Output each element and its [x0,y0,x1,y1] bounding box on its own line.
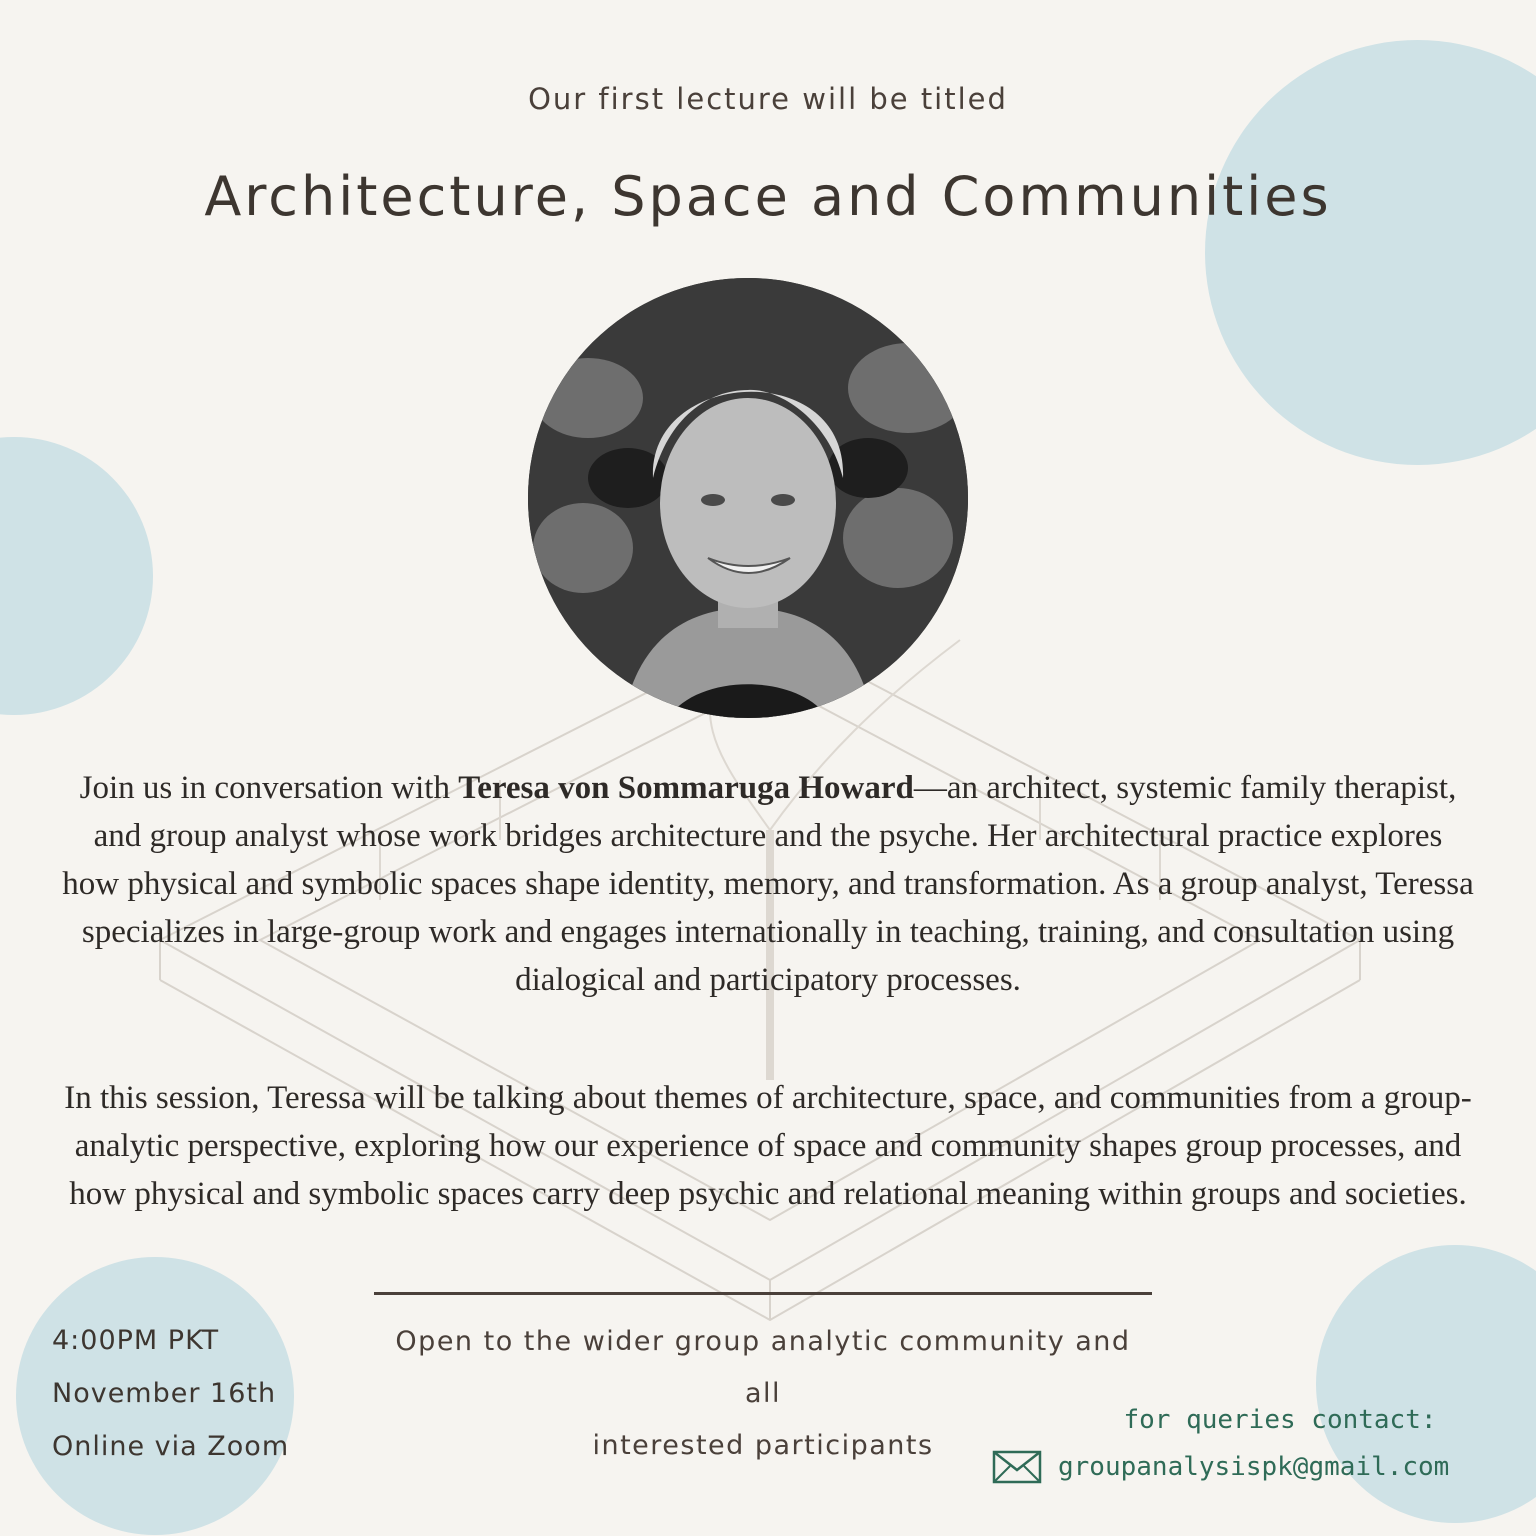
speaker-portrait-photo-icon [528,278,968,718]
event-details [52,1314,289,1473]
event-date: November 16th [52,1378,277,1409]
speaker-bio [62,764,1474,1004]
session-description: In this session, Teressa will be talking about themes of architecture, space, and communities from a group-analytic perspective, exploring how our experience of space and community shapes group processes, and how physical and symbolic spaces carry deep psychic and relational meaning within groups and societies. [64,1080,1472,1212]
envelope-icon [992,1450,1042,1484]
divider-line [374,1292,1152,1295]
event-venue: Online via Zoom [52,1431,290,1462]
contact-label: for queries contact: [1123,1405,1437,1435]
intro-text: Our first lecture will be titled [528,82,1008,116]
contact-row[interactable] [992,1447,1449,1487]
audience-line-1: Open to the wider group analytic community and all [395,1326,1131,1409]
bio-prefix: Join us in conversation with [79,770,459,806]
lecture-title: Architecture, Space and Communities [204,165,1332,228]
event-time: 4:00PM PKT [52,1325,220,1356]
contact-email-link[interactable]: groupanalysispk@gmail.com [1058,1452,1450,1482]
speaker-photo [528,278,968,718]
bio-rest: —an architect, systemic family therapist, and group analyst whose work bridges architecture and the psyche. Her architectural practice explores how physical and symbolic spaces shape identity, memory, and transformation. As a group analyst, Teressa specializes in large-group work and engages internationally in teaching, training, and consultation using dialogical and participatory processes. [62,770,1474,998]
audience-line-2: interested participants [592,1430,934,1461]
speaker-name: Teresa von Sommaruga Howard [458,770,914,806]
